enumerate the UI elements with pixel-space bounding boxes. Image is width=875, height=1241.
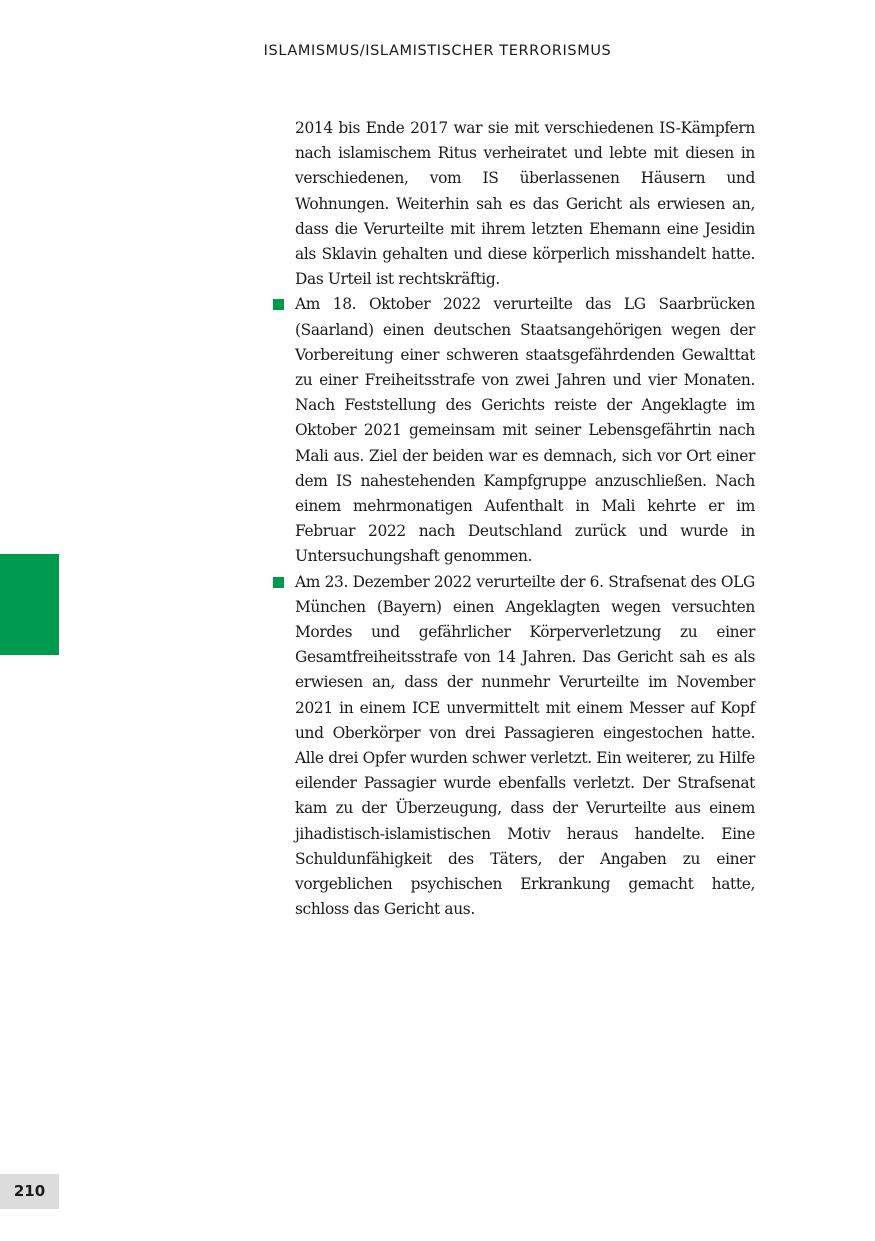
square-bullet-icon [273, 577, 284, 588]
bullet-item-text: Am 18. Oktober 2022 verurteilte das LG Saarbrücken (Saarland) einen deutschen Staatsangehörigen wegen der Vorbereitung einer schweren staatsgefährdenden Gewalttat zu einer Freiheitsstrafe von zwei Jahren und vier Monaten. Nach Feststellung des Gerichts reiste der Angeklagte im Oktober 2021 gemeinsam mit seiner Lebensgefährtin nach Mali aus. Ziel der beiden war es demnach, sich vor Ort einer dem IS nahestehenden Kampfgruppe anzuschließen. Nach einem mehrmonatigen Aufenthalt in Mali kehrte er im Februar 2022 nach Deutschland zurück und wurde in Untersuchungshaft genommen. [295, 295, 755, 566]
paragraph-text: 2014 bis Ende 2017 war sie mit verschiedenen IS-Kämpfern nach islamischem Ritus verheiratet und lebte mit diesen in verschiedenen, vom IS überlassenen Häusern und Wohnungen. Weiterhin sah es das Gericht als erwiesen an, dass die Verurteilte mit ihrem letzten Ehemann eine Jesidin als Sklavin gehalten und diese körperlich misshandelt hatte. Das Urteil ist rechtskräftig. [295, 119, 755, 289]
chapter-tab-marker [0, 554, 59, 655]
paragraph-continuation [295, 116, 755, 292]
body-text [295, 116, 755, 923]
bullet-item [295, 292, 755, 569]
square-bullet-icon [273, 299, 284, 310]
bullet-item-text: Am 23. Dezember 2022 verurteilte der 6. Strafsenat des OLG München (Bayern) einen Angeklagten wegen versuchten Mordes und gefährlicher Körperverletzung zu einer Gesamtfreiheitsstrafe von 14 Jahren. Das Gericht sah es als erwiesen an, dass der nunmehr Verurteilte im November 2021 in einem ICE unvermittelt mit einem Messer auf Kopf und Oberkörper von drei Passagieren eingestochen hatte. Alle drei Opfer wurden schwer verletzt. Ein weiterer, zu Hilfe eilender Passagier wurde ebenfalls verletzt. Der Strafsenat kam zu der Überzeugung, dass der Verurteilte aus einem jihadistisch-islamistischen Motiv heraus handelte. Eine Schuldunfähigkeit des Täters, der Angaben zu einer vorgeblichen psychischen Erkrankung gemacht hatte, schloss das Gericht aus. [295, 572, 755, 919]
running-header: ISLAMISMUS/ISLAMISTISCHER TERRORISMUS [263, 43, 612, 59]
page-number: 210 [0, 1174, 59, 1209]
bullet-item [295, 570, 755, 923]
